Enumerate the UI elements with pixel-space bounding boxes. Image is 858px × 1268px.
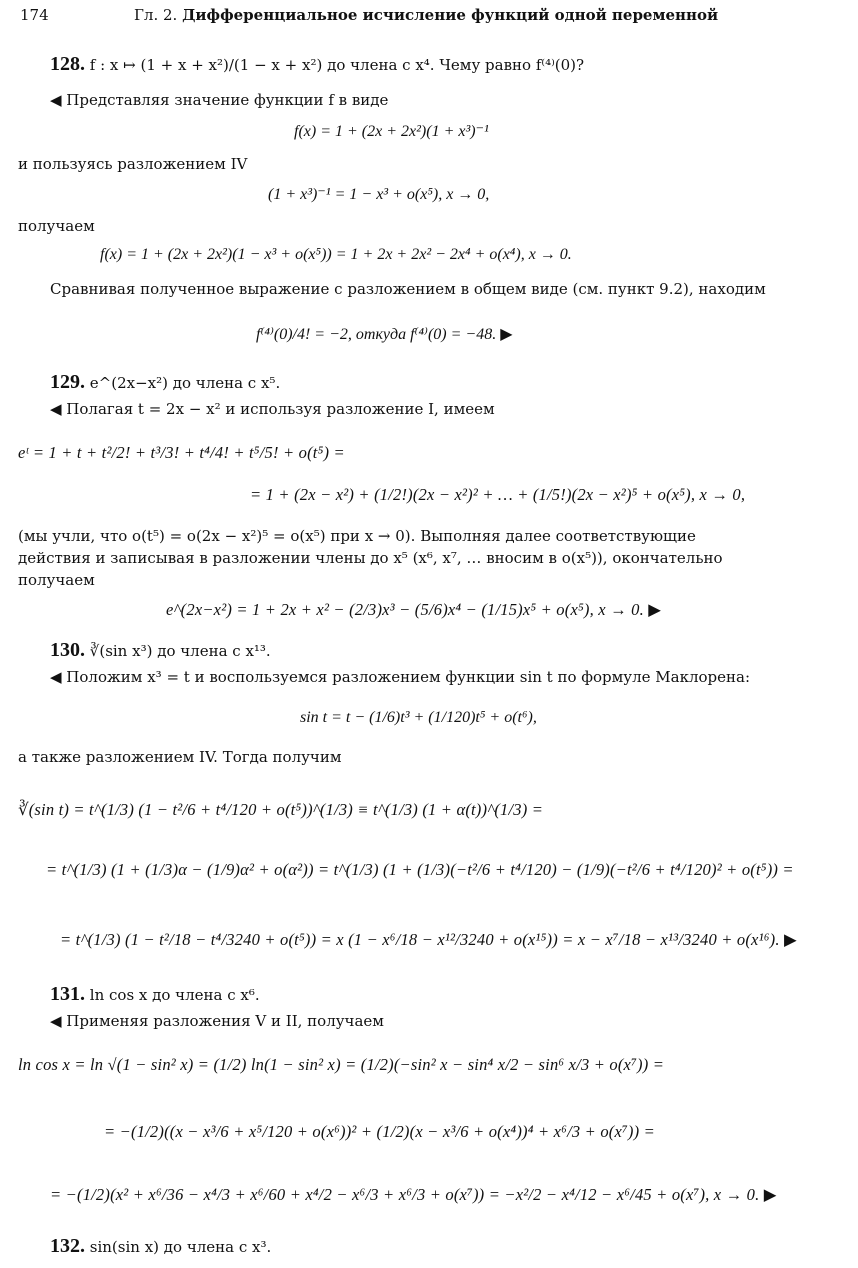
problem-132-heading: [50, 1234, 271, 1259]
problem-128-heading: [50, 52, 584, 77]
problem-statement: f : x ↦ (1 + x + x²)/(1 − x + x²) до члена с x⁴. Чему равно f⁽⁴⁾(0)?: [89, 56, 585, 74]
problem-number: 130.: [50, 639, 85, 661]
solution-text: (мы учли, что o(t⁵) = o(2x − x²)⁵ = o(x⁵) при x → 0). Выполняя далее соответствующие: [18, 527, 696, 545]
problem-statement: ln cos x до члена с x⁶.: [89, 986, 260, 1004]
problem-number: 131.: [50, 983, 85, 1005]
equation: sin t = t − (1/6)t³ + (1/120)t⁵ + o(t⁶),: [300, 709, 537, 726]
equation: f(x) = 1 + (2x + 2x²)(1 + x³)⁻¹: [294, 123, 489, 140]
solution-text: ◀ Полагая t = 2x − x² и используя разложение I, имеем: [50, 400, 495, 418]
equation: = t^(1/3) (1 + (1/3)α − (1/9)α² + o(α²)) = t^(1/3) (1 + (1/3)(−t²/6 + t⁴/120) − (1/9)(−t²/6 + t⁴/120)² + o(t⁵)) =: [46, 860, 794, 879]
chapter-title: Дифференциальное исчисление функций одной переменной: [182, 6, 719, 24]
equation: = t^(1/3) (1 − t²/18 − t⁴/3240 + o(t⁵)) = x (1 − x⁶/18 − x¹²/3240 + o(x¹⁵)) = x − x⁷/18 − x¹³/3240 + o(x¹⁶). ▶: [60, 930, 797, 949]
problem-number: 128.: [50, 53, 85, 75]
problem-number: 129.: [50, 371, 85, 393]
problem-statement: ∛(sin x³) до члена с x¹³.: [89, 642, 271, 660]
equation: ln cos x = ln √(1 − sin² x) = (1/2) ln(1 − sin² x) = (1/2)(−sin² x − sin⁴ x/2 − sin⁶ x/3 + o(x⁷)) =: [18, 1055, 665, 1074]
solution-text: ◀ Применяя разложения V и II, получаем: [50, 1012, 384, 1030]
problem-130-heading: [50, 638, 271, 663]
solution-text: Сравнивая полученное выражение с разложением в общем виде (см. пункт 9.2), находим: [50, 280, 766, 298]
equation: (1 + x³)⁻¹ = 1 − x³ + o(x⁵), x → 0,: [268, 186, 490, 203]
chapter-prefix: Гл. 2.: [134, 6, 178, 24]
equation: ∛(sin t) = t^(1/3) (1 − t²/6 + t⁴/120 + o(t⁵))^(1/3) ≡ t^(1/3) (1 + α(t))^(1/3) =: [18, 800, 544, 819]
equation: e^(2x−x²) = 1 + 2x + x² − (2/3)x³ − (5/6)x⁴ − (1/15)x⁵ + o(x⁵), x → 0. ▶: [166, 600, 662, 619]
equation: f(x) = 1 + (2x + 2x²)(1 − x³ + o(x⁵)) = 1 + 2x + 2x² − 2x⁴ + o(x⁴), x → 0.: [100, 246, 572, 263]
equation: = −(1/2)((x − x³/6 + x⁵/120 + o(x⁶))² + (1/2)(x − x³/6 + o(x⁴))⁴ + x⁶/3 + o(x⁷)) =: [104, 1122, 655, 1141]
solution-text: действия и записывая в разложении члены до x⁵ (x⁶, x⁷, … вносим в o(x⁵)), окончательно: [18, 549, 723, 567]
equation: eᵗ = 1 + t + t²/2! + t³/3! + t⁴/4! + t⁵/5! + o(t⁵) =: [18, 443, 345, 462]
equation: f⁽⁴⁾(0)/4! = −2, откуда f⁽⁴⁾(0) = −48. ▶: [256, 326, 513, 343]
solution-text: ◀ Положим x³ = t и воспользуемся разложением функции sin t по формуле Маклорена:: [50, 668, 751, 686]
solution-text: получаем: [18, 571, 95, 589]
running-head: [134, 6, 718, 25]
problem-statement: e^(2x−x²) до члена с x⁵.: [89, 374, 281, 392]
equation: = −(1/2)(x² + x⁶/36 − x⁴/3 + x⁶/60 + x⁴/2 − x⁶/3 + x⁶/3 + o(x⁷)) = −x²/2 − x⁴/12 − x⁶/45 + o(x⁷), x → 0. ▶: [50, 1185, 777, 1204]
problem-statement: sin(sin x) до члена с x³.: [89, 1238, 272, 1256]
problem-129-heading: [50, 370, 280, 395]
page-number: 174: [20, 6, 49, 24]
solution-text: и пользуясь разложением IV: [18, 155, 248, 173]
solution-text: а также разложением IV. Тогда получим: [18, 748, 342, 766]
problem-number: 132.: [50, 1235, 85, 1257]
equation: = 1 + (2x − x²) + (1/2!)(2x − x²)² + … + (1/5!)(2x − x²)⁵ + o(x⁵), x → 0,: [250, 485, 746, 504]
problem-131-heading: [50, 982, 260, 1007]
solution-text: получаем: [18, 217, 95, 235]
solution-text: ◀ Представляя значение функции f в виде: [50, 91, 389, 109]
